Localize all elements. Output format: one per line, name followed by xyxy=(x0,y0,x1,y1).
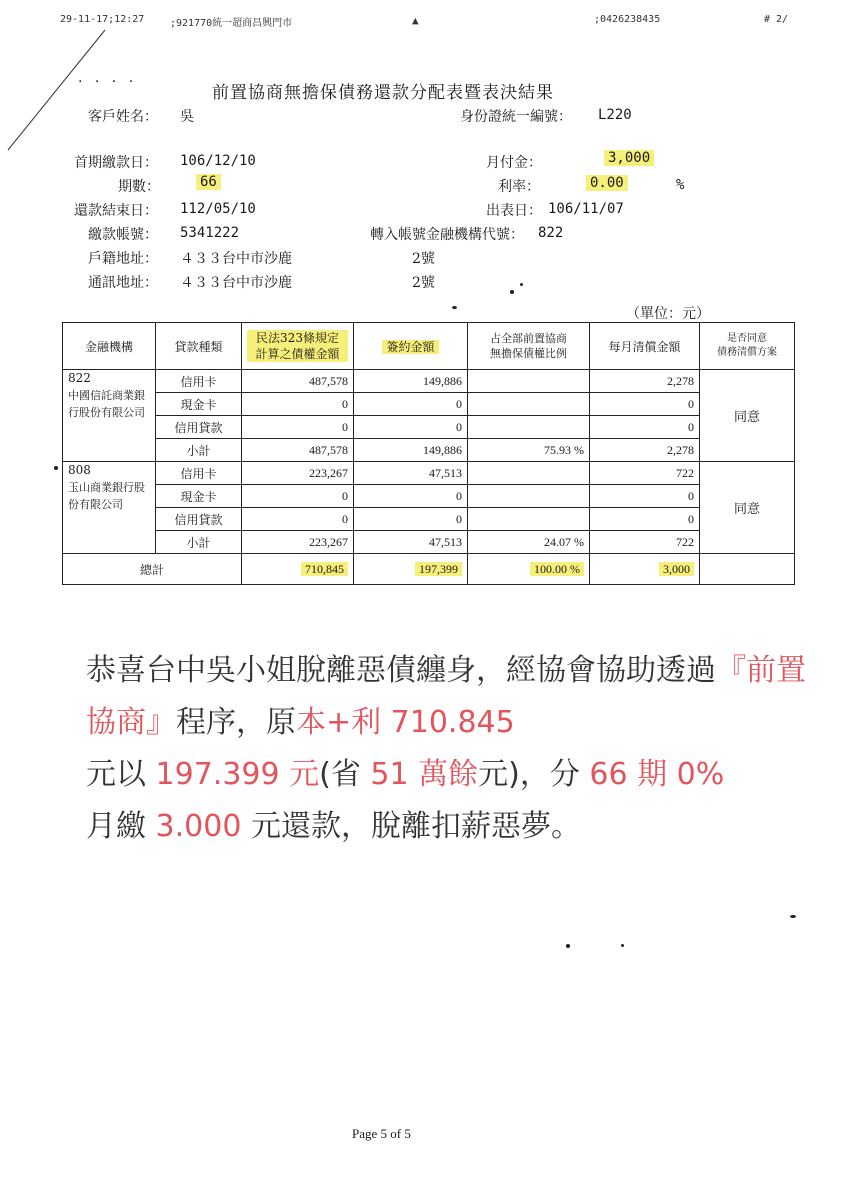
congrats-p3: 程序，原 xyxy=(176,705,296,740)
congrats-highlight-saved: 51 萬餘 xyxy=(370,757,479,792)
bank2-claim-3: 0 xyxy=(242,508,354,531)
bank1-claim-4: 487,578 xyxy=(242,439,354,462)
print-date-label: 出表日： xyxy=(486,203,542,219)
bank2-contract-2: 0 xyxy=(354,485,468,508)
table-row xyxy=(63,439,795,462)
customer-name: 吳 xyxy=(180,109,194,125)
bank1-type-2: 現金卡 xyxy=(156,393,242,416)
bank2-pay-2: 0 xyxy=(590,485,700,508)
first-payment-label: 首期繳款日： xyxy=(74,155,158,171)
bank1-claim-2: 0 xyxy=(242,393,354,416)
bank1-pay-4: 2,278 xyxy=(590,439,700,462)
bank2-pay-1: 722 xyxy=(590,462,700,485)
bank2-contract-1: 47,513 xyxy=(354,462,468,485)
bank1-ratio-1 xyxy=(468,370,590,393)
col-claim-line2: 計算之債權金額 xyxy=(255,347,340,361)
bank1-name: 中國信託商業銀行股份有限公司 xyxy=(68,389,145,419)
col-ratio xyxy=(468,323,590,370)
congrats-p1: 恭喜台中吳小姐脫離惡債纏身，經協會協助透過 xyxy=(86,653,716,688)
table-row xyxy=(63,508,795,531)
col-monthly: 每月清償金額 xyxy=(590,323,700,370)
scan-speck xyxy=(566,944,570,948)
total-agree-cell xyxy=(700,554,795,585)
col-ratio-line2: 無擔保債權比例 xyxy=(490,347,567,360)
bank1-claim-1: 487,578 xyxy=(242,370,354,393)
bank1-contract-2: 0 xyxy=(354,393,468,416)
col-agree-line1: 是否同意 xyxy=(727,333,767,344)
bank1-pay-1: 2,278 xyxy=(590,370,700,393)
congrats-p7: (省 xyxy=(319,757,361,792)
household-no: 2號 xyxy=(412,251,435,267)
periods-label: 期數： xyxy=(118,179,160,195)
bank2-claim-4: 223,267 xyxy=(242,531,354,554)
bank1-cell xyxy=(63,370,156,462)
total-pay: 3,000 xyxy=(659,562,694,576)
col-loan-type: 貸款種類 xyxy=(156,323,242,370)
congrats-highlight-principal: 本+利 710.845 xyxy=(296,705,515,740)
fax-page-mark: # 2/ xyxy=(764,14,789,25)
bank2-pay-3: 0 xyxy=(590,508,700,531)
fax-triangle-icon: ▲ xyxy=(412,14,419,27)
unit-note: （單位：元） xyxy=(626,306,710,322)
col-claim-line1: 民法323條規定 xyxy=(256,331,339,345)
table-row xyxy=(63,370,795,393)
periods-amount: 66 xyxy=(196,174,221,190)
col-institution: 金融機構 xyxy=(63,323,156,370)
end-date: 112/05/10 xyxy=(180,201,256,217)
bank2-cell xyxy=(63,462,156,554)
bank2-type-2: 現金卡 xyxy=(156,485,242,508)
mailing-label: 通訊地址： xyxy=(88,275,158,291)
col-contract xyxy=(354,323,468,370)
household-label: 戶籍地址： xyxy=(88,251,158,267)
total-contract: 197,399 xyxy=(415,562,462,576)
id-value: L220 xyxy=(598,107,632,123)
table-row xyxy=(63,531,795,554)
bank2-ratio-4: 24.07 % xyxy=(468,531,590,554)
col-agree xyxy=(700,323,795,370)
congrats-p5: 元以 xyxy=(86,757,146,792)
total-ratio: 100.00 % xyxy=(530,562,584,576)
document-title: 前置協商無擔保債務還款分配表暨表決結果 xyxy=(212,83,554,103)
bank1-type-3: 信用貸款 xyxy=(156,416,242,439)
total-claim-cell xyxy=(242,554,354,585)
household-address: ４３３台中市沙鹿 xyxy=(180,251,292,267)
monthly-label: 月付金： xyxy=(486,155,542,171)
print-date: 106/11/07 xyxy=(548,201,624,217)
bank1-ratio-3 xyxy=(468,416,590,439)
col-claim xyxy=(242,323,354,370)
bank1-agree: 同意 xyxy=(700,370,795,462)
bank2-claim-1: 223,267 xyxy=(242,462,354,485)
customer-name-label: 客戶姓名： xyxy=(88,109,158,125)
col-claim-text xyxy=(247,330,348,362)
scan-speck xyxy=(790,915,796,918)
bank2-code: 808 xyxy=(68,463,91,477)
bank2-contract-4: 47,513 xyxy=(354,531,468,554)
bank2-type-4: 小計 xyxy=(156,531,242,554)
bank2-ratio-1 xyxy=(468,462,590,485)
table-row xyxy=(63,462,795,485)
bank2-agree: 同意 xyxy=(700,462,795,554)
bank2-name: 玉山商業銀行股份有限公司 xyxy=(68,481,145,511)
bank2-ratio-3 xyxy=(468,508,590,531)
scan-speck xyxy=(520,283,523,286)
rate-value xyxy=(586,175,628,191)
bank1-type-4: 小計 xyxy=(156,439,242,462)
first-payment: 106/12/10 xyxy=(180,153,256,169)
scan-speck xyxy=(510,290,514,294)
bank2-contract-3: 0 xyxy=(354,508,468,531)
bank1-pay-3: 0 xyxy=(590,416,700,439)
congrats-p13: 元還款，脫離扣薪惡夢。 xyxy=(250,809,581,844)
congrats-highlight-monthly: 3.000 xyxy=(155,809,242,844)
fax-phone: ;0426238435 xyxy=(594,14,661,25)
scan-speck xyxy=(621,944,624,947)
bank1-ratio-4: 75.93 % xyxy=(468,439,590,462)
scan-speck xyxy=(54,466,58,470)
scan-speck xyxy=(452,306,457,309)
total-pay-cell xyxy=(590,554,700,585)
rate-amount: 0.00 xyxy=(586,175,628,191)
id-label: 身份證統一編號： xyxy=(460,109,572,125)
bank-code-label: 轉入帳號金融機構代號： xyxy=(370,227,524,243)
rate-label: 利率： xyxy=(498,179,540,195)
bank1-contract-1: 149,886 xyxy=(354,370,468,393)
fax-sender: ;921770統一超商昌興門市 xyxy=(170,18,293,29)
bank1-contract-3: 0 xyxy=(354,416,468,439)
col-ratio-line1: 占全部前置協商 xyxy=(490,332,567,345)
col-contract-text: 簽約金額 xyxy=(382,340,438,354)
dots-mark: . . . . xyxy=(78,70,138,86)
rate-unit: % xyxy=(676,177,685,193)
total-claim: 710,845 xyxy=(301,562,348,576)
bank1-pay-2: 0 xyxy=(590,393,700,416)
table-row xyxy=(63,485,795,508)
congrats-p11: 月繳 xyxy=(86,809,146,844)
bank1-type-1: 信用卡 xyxy=(156,370,242,393)
monthly-amount: 3,000 xyxy=(604,150,654,166)
total-row xyxy=(63,554,795,585)
bank2-type-1: 信用卡 xyxy=(156,462,242,485)
mailing-address: ４３３台中市沙鹿 xyxy=(180,275,292,291)
congrats-p9: 元)，分 xyxy=(478,757,580,792)
page-number: Page 5 of 5 xyxy=(352,1126,411,1141)
bank2-pay-4: 722 xyxy=(590,531,700,554)
account-label: 繳款帳號： xyxy=(88,227,158,243)
total-label: 總計 xyxy=(63,554,242,585)
bank1-ratio-2 xyxy=(468,393,590,416)
periods-value xyxy=(196,174,221,190)
total-contract-cell xyxy=(354,554,468,585)
table-row xyxy=(63,416,795,439)
congrats-highlight-amount: 197.399 元 xyxy=(155,757,320,792)
congrats-highlight-process: 『前置協商』 xyxy=(86,653,806,740)
bank1-claim-3: 0 xyxy=(242,416,354,439)
congrats-highlight-periods: 66 期 0% xyxy=(589,757,725,792)
account-value: 5341222 xyxy=(180,225,240,241)
monthly-value xyxy=(604,150,654,166)
bank2-type-3: 信用貸款 xyxy=(156,508,242,531)
table-header-row xyxy=(63,323,795,370)
mailing-no: 2號 xyxy=(412,275,435,291)
fax-timestamp: 29-11-17;12:27 xyxy=(60,14,145,25)
bank1-code: 822 xyxy=(68,371,91,385)
bank-code-value: 822 xyxy=(538,225,564,241)
bank2-ratio-2 xyxy=(468,485,590,508)
col-agree-line2: 債務清償方案 xyxy=(717,347,777,358)
end-date-label: 還款結束日： xyxy=(74,203,158,219)
congrats-message xyxy=(86,645,806,853)
total-ratio-cell xyxy=(468,554,590,585)
table-row xyxy=(63,393,795,416)
repayment-table xyxy=(62,322,795,585)
bank2-claim-2: 0 xyxy=(242,485,354,508)
bank1-contract-4: 149,886 xyxy=(354,439,468,462)
